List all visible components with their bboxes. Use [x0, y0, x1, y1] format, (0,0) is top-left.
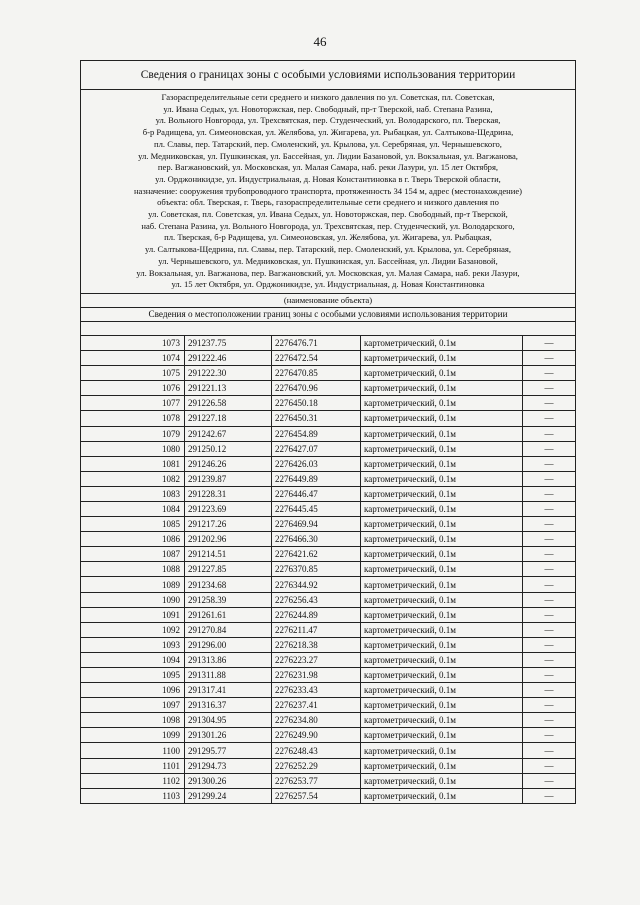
coord-x: 291223.69 — [185, 501, 272, 516]
table-row — [81, 713, 575, 728]
point-number: 1097 — [81, 698, 185, 713]
coord-y: 2276231.98 — [272, 668, 361, 683]
coord-y: 2276427.07 — [272, 441, 361, 456]
coord-y: 2276470.85 — [272, 366, 361, 381]
coord-y: 2276218.38 — [272, 637, 361, 652]
coord-x: 291301.26 — [185, 728, 272, 743]
description-cell: — — [523, 547, 576, 562]
description-cell: — — [523, 728, 576, 743]
point-number: 1103 — [81, 788, 185, 803]
section-subtitle: Сведения о местоположении границ зоны с особыми условиями использования территории — [81, 308, 575, 322]
coord-y: 2276233.43 — [272, 683, 361, 698]
coord-x: 291242.67 — [185, 426, 272, 441]
method-accuracy: картометрический, 0.1м — [361, 713, 523, 728]
point-number: 1083 — [81, 486, 185, 501]
point-number: 1074 — [81, 351, 185, 366]
description-cell: — — [523, 426, 576, 441]
coord-x: 291317.41 — [185, 683, 272, 698]
coord-x: 291300.26 — [185, 773, 272, 788]
coord-y: 2276252.29 — [272, 758, 361, 773]
coord-x: 291296.00 — [185, 637, 272, 652]
point-number: 1087 — [81, 547, 185, 562]
coord-x: 291316.37 — [185, 698, 272, 713]
table-row — [81, 592, 575, 607]
description-line: назначение: сооружения трубопроводного транспорта, протяженность 34 154 м, адрес (местонахождение) — [133, 185, 523, 196]
point-number: 1096 — [81, 683, 185, 698]
point-number: 1093 — [81, 637, 185, 652]
description-line: ул. Вольного Новгорода, ул. Трехсвятская, пер. Студенческий, ул. Володарского, пл. Тверская, — [155, 115, 501, 126]
table-row — [81, 728, 575, 743]
point-number: 1089 — [81, 577, 185, 592]
point-number: 1098 — [81, 713, 185, 728]
coord-x: 291221.13 — [185, 381, 272, 396]
description-cell: — — [523, 517, 576, 532]
method-accuracy: картометрический, 0.1м — [361, 336, 523, 351]
description-line: ул. Ивана Седых, ул. Новоторжская, пер. Свободный, пр-т Тверской, наб. Степана Разина, — [163, 103, 493, 114]
table-row — [81, 622, 575, 637]
description-line: пл. Славы, пер. Татарский, пер. Смоленский, ул. Крылова, ул. Серебряная, ул. Чернышевского, — [154, 138, 502, 149]
point-number: 1084 — [81, 501, 185, 516]
description-cell: — — [523, 532, 576, 547]
table-row — [81, 441, 575, 456]
coord-y: 2276470.96 — [272, 381, 361, 396]
table-row — [81, 336, 575, 351]
coord-y: 2276257.54 — [272, 788, 361, 803]
object-description — [81, 90, 575, 294]
description-cell: — — [523, 743, 576, 758]
coord-y: 2276421.62 — [272, 547, 361, 562]
coord-x: 291246.26 — [185, 456, 272, 471]
coord-x: 291234.68 — [185, 577, 272, 592]
coord-y: 2276234.80 — [272, 713, 361, 728]
description-cell: — — [523, 607, 576, 622]
point-number: 1102 — [81, 773, 185, 788]
method-accuracy: картометрический, 0.1м — [361, 456, 523, 471]
method-accuracy: картометрический, 0.1м — [361, 577, 523, 592]
description-cell: — — [523, 486, 576, 501]
coord-x: 291228.31 — [185, 486, 272, 501]
description-line: ул. Орджоникидзе, ул. Индустриальная, д. Новая Константиновка в г. Тверь Тверской области, — [155, 173, 501, 184]
description-cell: — — [523, 683, 576, 698]
method-accuracy: картометрический, 0.1м — [361, 411, 523, 426]
point-number: 1080 — [81, 441, 185, 456]
coord-y: 2276450.31 — [272, 411, 361, 426]
table-row — [81, 411, 575, 426]
method-accuracy: картометрический, 0.1м — [361, 622, 523, 637]
description-cell: — — [523, 637, 576, 652]
method-accuracy: картометрический, 0.1м — [361, 366, 523, 381]
point-number: 1086 — [81, 532, 185, 547]
point-number: 1088 — [81, 562, 185, 577]
method-accuracy: картометрический, 0.1м — [361, 652, 523, 667]
description-cell: — — [523, 758, 576, 773]
method-accuracy: картометрический, 0.1м — [361, 637, 523, 652]
description-line: наб. Степана Разина, ул. Вольного Новгорода, ул. Трехсвятская, пер. Студенческий, ул. Володарского, — [141, 220, 515, 231]
method-accuracy: картометрический, 0.1м — [361, 471, 523, 486]
method-accuracy: картометрический, 0.1м — [361, 668, 523, 683]
description-line: ул. Медниковская, ул. Пушкинская, ул. Бассейная, ул. Лидии Базановой, ул. Вокзальная, ул. Вагжанова, — [138, 150, 518, 161]
coord-y: 2276370.85 — [272, 562, 361, 577]
method-accuracy: картометрический, 0.1м — [361, 788, 523, 803]
method-accuracy: картометрический, 0.1м — [361, 441, 523, 456]
coord-y: 2276253.77 — [272, 773, 361, 788]
point-number: 1101 — [81, 758, 185, 773]
description-cell: — — [523, 411, 576, 426]
document-title: Сведения о границах зоны с особыми условиями использования территории — [81, 61, 575, 90]
point-number: 1092 — [81, 622, 185, 637]
method-accuracy: картометрический, 0.1м — [361, 592, 523, 607]
description-line: ул. Вокзальная, ул. Вагжанова, пер. Вагжановский, ул. Московская, ул. Малая Самара, наб. реки Лазури, — [136, 267, 520, 278]
document-table — [80, 60, 576, 804]
coord-x: 291311.88 — [185, 668, 272, 683]
table-row — [81, 607, 575, 622]
description-line: пер. Вагжановский, ул. Московская, ул. Малая Самара, наб. реки Лазури, ул. 15 лет Октября, — [157, 162, 499, 173]
table-row — [81, 577, 575, 592]
description-cell: — — [523, 501, 576, 516]
coord-x: 291295.77 — [185, 743, 272, 758]
method-accuracy: картометрический, 0.1м — [361, 728, 523, 743]
coord-y: 2276248.43 — [272, 743, 361, 758]
table-row — [81, 426, 575, 441]
coord-y: 2276223.27 — [272, 652, 361, 667]
description-cell: — — [523, 622, 576, 637]
point-number: 1077 — [81, 396, 185, 411]
method-accuracy: картометрический, 0.1м — [361, 773, 523, 788]
coord-x: 291299.24 — [185, 788, 272, 803]
table-row — [81, 562, 575, 577]
description-cell: — — [523, 456, 576, 471]
coord-y: 2276449.89 — [272, 471, 361, 486]
description-cell: — — [523, 336, 576, 351]
coord-x: 291217.26 — [185, 517, 272, 532]
coord-x: 291250.12 — [185, 441, 272, 456]
coord-y: 2276469.94 — [272, 517, 361, 532]
description-cell: — — [523, 652, 576, 667]
table-row — [81, 683, 575, 698]
description-line: Газораспределительные сети среднего и низкого давления по ул. Советская, пл. Советская, — [161, 92, 495, 102]
method-accuracy: картометрический, 0.1м — [361, 698, 523, 713]
table-row — [81, 743, 575, 758]
description-cell: — — [523, 788, 576, 803]
description-cell: — — [523, 471, 576, 486]
table-row — [81, 501, 575, 516]
point-number: 1079 — [81, 426, 185, 441]
method-accuracy: картометрический, 0.1м — [361, 426, 523, 441]
coord-x: 291294.73 — [185, 758, 272, 773]
coord-y: 2276244.89 — [272, 607, 361, 622]
table-row — [81, 547, 575, 562]
coordinates-table — [81, 336, 575, 803]
coord-x: 291239.87 — [185, 471, 272, 486]
coord-x: 291222.46 — [185, 351, 272, 366]
point-number: 1078 — [81, 411, 185, 426]
method-accuracy: картометрический, 0.1м — [361, 532, 523, 547]
description-cell: — — [523, 396, 576, 411]
point-number: 1081 — [81, 456, 185, 471]
method-accuracy: картометрический, 0.1м — [361, 562, 523, 577]
description-cell: — — [523, 441, 576, 456]
table-row — [81, 486, 575, 501]
description-line: ул. Салтыкова-Щедрина, пл. Славы, пер. Татарский, пер. Смоленский, ул. Крылова, ул. Серебряная, — [144, 244, 512, 255]
description-cell: — — [523, 381, 576, 396]
table-row — [81, 351, 575, 366]
method-accuracy: картометрический, 0.1м — [361, 683, 523, 698]
method-accuracy: картометрический, 0.1м — [361, 547, 523, 562]
coord-x: 291313.86 — [185, 652, 272, 667]
table-row — [81, 788, 575, 803]
coord-x: 291222.30 — [185, 366, 272, 381]
coord-y: 2276454.89 — [272, 426, 361, 441]
point-number: 1085 — [81, 517, 185, 532]
method-accuracy: картометрический, 0.1м — [361, 607, 523, 622]
coord-x: 291304.95 — [185, 713, 272, 728]
point-number: 1076 — [81, 381, 185, 396]
table-row — [81, 396, 575, 411]
coord-y: 2276344.92 — [272, 577, 361, 592]
table-row — [81, 668, 575, 683]
coord-x: 291227.18 — [185, 411, 272, 426]
point-number: 1094 — [81, 652, 185, 667]
coord-x: 291202.96 — [185, 532, 272, 547]
coord-y: 2276466.30 — [272, 532, 361, 547]
coord-x: 291261.61 — [185, 607, 272, 622]
point-number: 1075 — [81, 366, 185, 381]
method-accuracy: картометрический, 0.1м — [361, 486, 523, 501]
method-accuracy: картометрический, 0.1м — [361, 381, 523, 396]
coord-x: 291214.51 — [185, 547, 272, 562]
point-number: 1099 — [81, 728, 185, 743]
coord-y: 2276476.71 — [272, 336, 361, 351]
point-number: 1100 — [81, 743, 185, 758]
method-accuracy: картометрический, 0.1м — [361, 351, 523, 366]
table-row — [81, 381, 575, 396]
description-cell: — — [523, 577, 576, 592]
object-name-caption: (наименование объекта) — [81, 294, 575, 308]
description-line: ул. 15 лет Октября, ул. Орджоникидзе, ул. Индустриальная, д. Новая Константиновка — [171, 279, 485, 290]
coord-y: 2276446.47 — [272, 486, 361, 501]
table-row — [81, 366, 575, 381]
method-accuracy: картометрический, 0.1м — [361, 743, 523, 758]
header-spacer — [81, 322, 575, 336]
description-cell: — — [523, 698, 576, 713]
description-cell: — — [523, 713, 576, 728]
coord-x: 291237.75 — [185, 336, 272, 351]
point-number: 1095 — [81, 668, 185, 683]
coord-y: 2276249.90 — [272, 728, 361, 743]
description-line: ул. Чернышевского, ул. Медниковская, ул. Пушкинская, ул. Бассейная, ул. Лидии Базановой, — [158, 255, 498, 266]
description-cell: — — [523, 773, 576, 788]
table-row — [81, 773, 575, 788]
table-row — [81, 698, 575, 713]
page-number: 46 — [313, 34, 327, 49]
coord-y: 2276445.45 — [272, 501, 361, 516]
coord-y: 2276211.47 — [272, 622, 361, 637]
coord-y: 2276472.54 — [272, 351, 361, 366]
coord-x: 291270.84 — [185, 622, 272, 637]
description-cell: — — [523, 668, 576, 683]
method-accuracy: картометрический, 0.1м — [361, 501, 523, 516]
point-number: 1073 — [81, 336, 185, 351]
point-number: 1091 — [81, 607, 185, 622]
table-row — [81, 456, 575, 471]
description-cell: — — [523, 351, 576, 366]
description-cell: — — [523, 366, 576, 381]
table-row — [81, 652, 575, 667]
table-row — [81, 517, 575, 532]
description-cell: — — [523, 592, 576, 607]
table-row — [81, 471, 575, 486]
coord-x: 291226.58 — [185, 396, 272, 411]
coord-x: 291258.39 — [185, 592, 272, 607]
point-number: 1090 — [81, 592, 185, 607]
coord-y: 2276256.43 — [272, 592, 361, 607]
description-line: б-р Радищева, ул. Симеоновская, ул. Желябова, ул. Жигарева, ул. Рыбацкая, ул. Салтыкова-Щедрина, — [142, 127, 514, 138]
description-cell: — — [523, 562, 576, 577]
table-row — [81, 758, 575, 773]
table-row — [81, 532, 575, 547]
method-accuracy: картометрический, 0.1м — [361, 396, 523, 411]
method-accuracy: картометрический, 0.1м — [361, 758, 523, 773]
description-line: ул. Советская, пл. Советская, ул. Ивана Седых, ул. Новоторжская, пер. Свободный, пр-т Тверской, — [148, 209, 508, 220]
coord-y: 2276426.03 — [272, 456, 361, 471]
method-accuracy: картометрический, 0.1м — [361, 517, 523, 532]
coord-y: 2276450.18 — [272, 396, 361, 411]
point-number: 1082 — [81, 471, 185, 486]
coord-y: 2276237.41 — [272, 698, 361, 713]
table-row — [81, 637, 575, 652]
coord-x: 291227.85 — [185, 562, 272, 577]
description-line: объекта: обл. Тверская, г. Тверь, газораспределительные сети среднего и низкого давления по — [157, 197, 499, 208]
description-line: пл. Тверская, б-р Радищева, ул. Симеоновская, ул. Желябова, ул. Жигарева, ул. Рыбацкая, — [164, 232, 492, 243]
